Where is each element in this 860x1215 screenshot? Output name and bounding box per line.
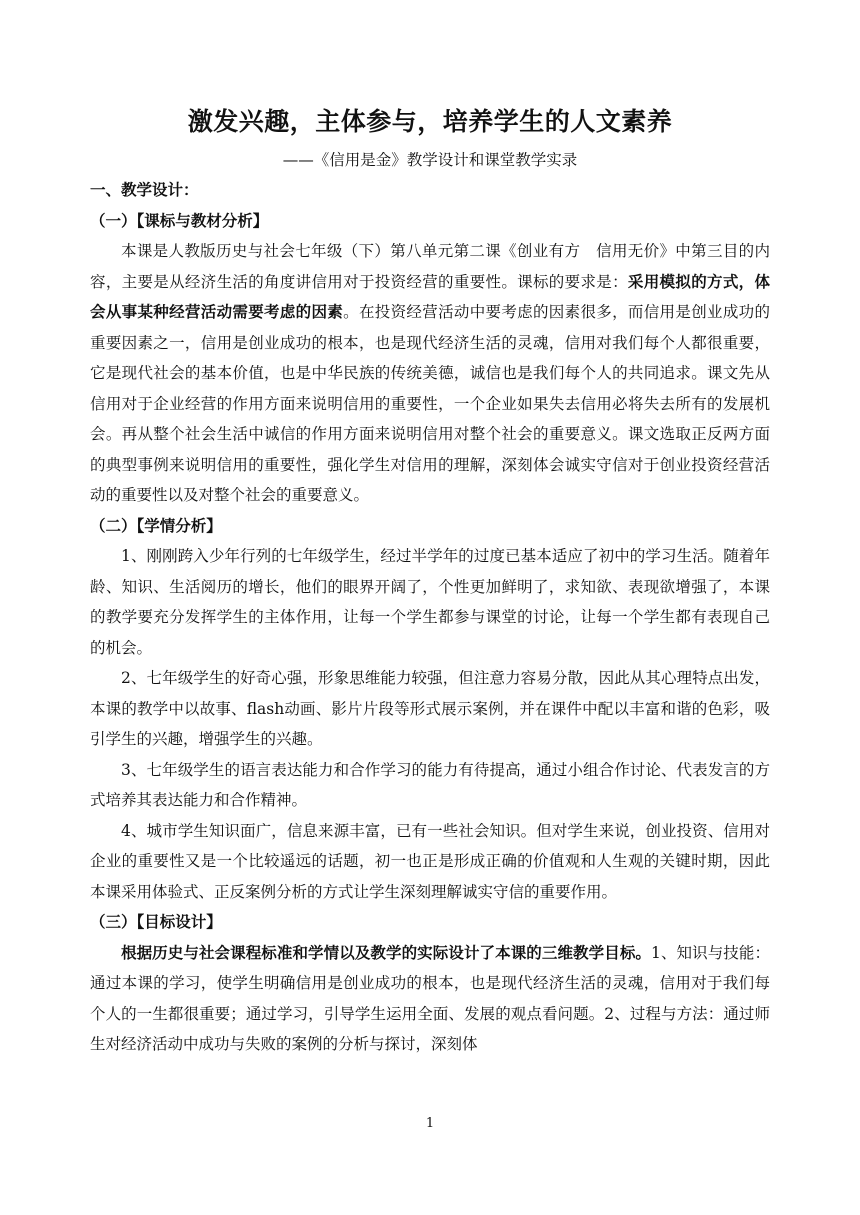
paragraph-text: 本课是人教版历史与社会七年级（下）第八单元第二课《创业有方 信用无价》中第三目的内容，主要是从经济生活的角度讲信用对于投资经营的重要性。课标的要求是： (90, 242, 770, 291)
bold-requirement-text: 采用模拟的方式，体会从事某种经营活动需要考虑的因素 (90, 272, 770, 321)
section-heading-teaching-design: 一、教学设计： (90, 181, 199, 199)
document-body (90, 175, 770, 1060)
paragraph-student-analysis-4: 4、城市学生知识面广，信息来源丰富，已有一些社会知识。但对学生来说，创业投资、信用对企业的重要性又是一个比较遥远的话题，初一也正是形成正确的价值观和人生观的关键时期，因此本课采用体验式、正反案例分析的方式让学生深刻理解诚实守信的重要作用。 (90, 821, 770, 901)
paragraph-text: 1、知识与技能：通过本课的学习，使学生明确信用是创业成功的根本，也是现代经济生活的灵魂，信用对于我们每个人的一生都很重要；通过学习，引导学生运用全面、发展的观点看问题。2、过程与方法：通过师生对经济活动中成功与失败的案例的分析与探讨，深刻体 (90, 943, 770, 1053)
document-title: 激发兴趣，主体参与，培养学生的人文素养 (187, 107, 673, 136)
subheading-goal-design: （三）【目标设计】 (90, 913, 222, 931)
paragraph-goal-design (90, 938, 770, 1060)
paragraph-text: 。在投资经营活动中要考虑的因素很多，而信用是创业成功的重要因素之一，信用是创业成功的根本，也是现代经济生活的灵魂，信用对我们每个人都很重要，它是现代社会的基本价值，也是中华民族的传统美德，诚信也是我们每个人的共同追求。课文先从信用对于企业经营的作用方面来说明信用的重要性，一个企业如果失去信用必将失去所有的发展机会。再从整个社会生活中诚信的作用方面来说明信用对整个社会的重要意义。课文选取正反两方面的典型事例来说明信用的重要性，强化学生对信用的理解，深刻体会诚实守信对于创业投资经营活动的重要性以及对整个社会的重要意义。 (90, 303, 770, 504)
bold-goal-text: 根据历史与社会课程标准和学情以及教学的实际设计了本课的三维教学目标。 (121, 943, 651, 962)
paragraph-student-analysis-3: 3、七年级学生的语言表达能力和合作学习的能力有待提高，通过小组合作讨论、代表发言的方式培养其表达能力和合作精神。 (90, 760, 770, 809)
paragraph-curriculum-analysis (90, 236, 770, 511)
page-number: 1 (425, 1116, 435, 1131)
subheading-curriculum-analysis: （一）【课标与教材分析】 (90, 211, 269, 230)
paragraph-student-analysis-2: 2、七年级学生的好奇心强，形象思维能力较强，但注意力容易分散，因此从其心理特点出发，本课的教学中以故事、flash动画、影片片段等形式展示案例，并在课件中配以丰富和谐的色彩，吸引学生的兴趣，增强学生的兴趣。 (90, 669, 770, 748)
document-subtitle: ——《信用是金》教学设计和课堂教学实录 (282, 151, 578, 169)
subheading-student-analysis: （二）【学情分析】 (90, 516, 222, 535)
paragraph-student-analysis-1: 1、刚刚跨入少年行列的七年级学生，经过半学年的过度已基本适应了初中的学习生活。随着年龄、知识、生活阅历的增长，他们的眼界开阔了，个性更加鲜明了，求知欲、表现欲增强了，本课的教学要充分发挥学生的主体作用，让每一个学生都参与课堂的讨论，让每一个学生都有表现自己的机会。 (90, 547, 770, 657)
